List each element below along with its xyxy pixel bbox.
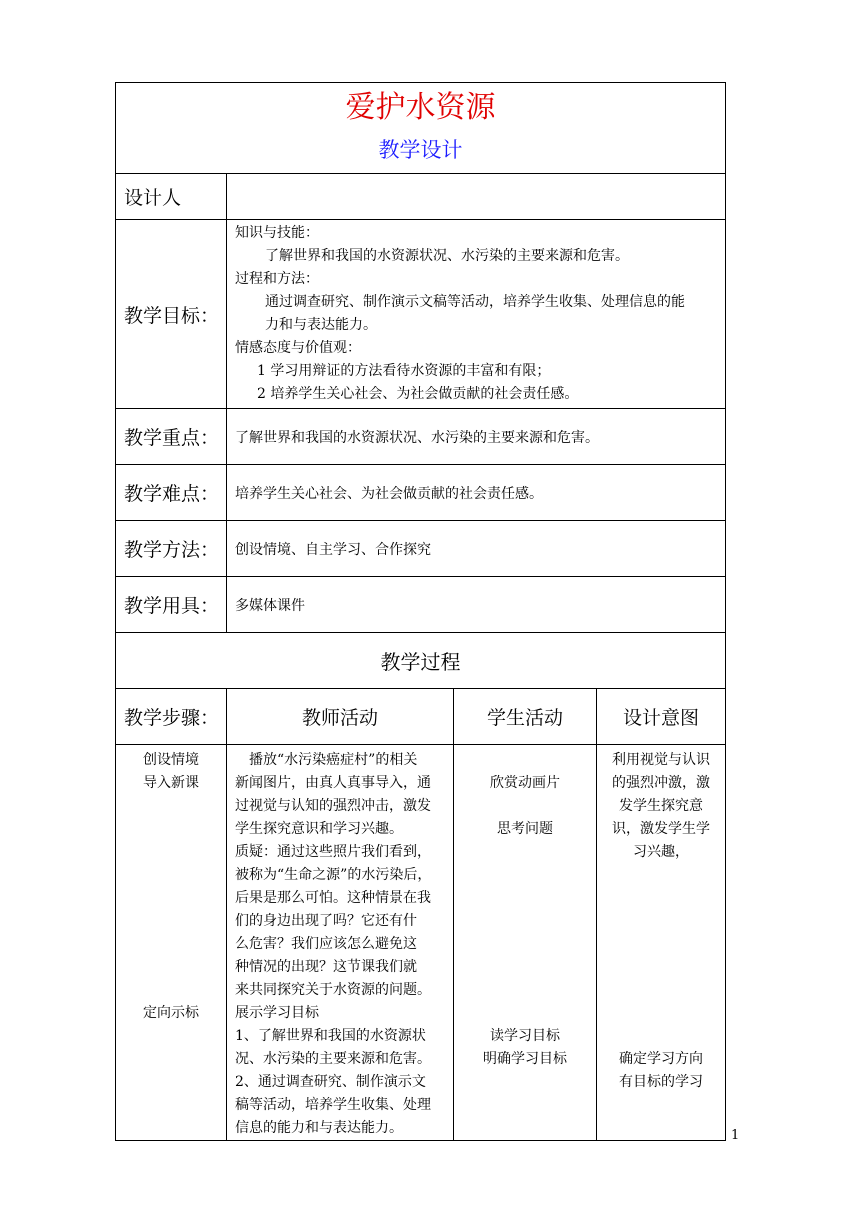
teacher-line: 被称为“生命之源”的水污染后， <box>235 867 432 883</box>
teacher-line: 种情况的出现？这节课我们就 <box>235 959 417 975</box>
tools-value: 多媒体课件 <box>227 577 726 633</box>
key-point-value: 了解世界和我国的水资源状况、水污染的主要来源和危害。 <box>227 409 726 465</box>
teacher-line: 么危害？我们应该怎么避免这 <box>235 936 417 952</box>
document-title: 爱护水资源 <box>345 90 496 126</box>
objectives-content <box>227 220 726 409</box>
process-content-row <box>116 745 726 1141</box>
intent-line: 有目标的学习 <box>619 1074 703 1090</box>
method-row <box>116 521 726 577</box>
student-activity-cell <box>454 745 597 1141</box>
process-heading: 过程和方法： <box>235 271 319 287</box>
key-point-row <box>116 409 726 465</box>
method-label: 教学方法： <box>116 521 227 577</box>
method-value: 创设情境、自主学习、合作探究 <box>227 521 726 577</box>
process-title-row <box>116 633 726 689</box>
difficulty-row <box>116 465 726 521</box>
emotion-item: 2 培养学生关心社会、为社会做贡献的社会责任感。 <box>257 386 579 402</box>
student-activity: 思考问题 <box>497 821 553 837</box>
teacher-line: 新闻图片，由真人真事导入，通 <box>235 775 431 791</box>
steps-cell <box>116 745 227 1141</box>
teacher-line: 稿等活动，培养学生收集、处理 <box>235 1097 431 1113</box>
key-point-label: 教学重点： <box>116 409 227 465</box>
teacher-line: 信息的能力和与表达能力。 <box>235 1120 403 1136</box>
lesson-plan-table <box>115 82 726 1141</box>
intent-line: 发学生探究意 <box>619 798 703 814</box>
process-title: 教学过程 <box>116 633 726 689</box>
emotion-item: 1 学习用辩证的方法看待水资源的丰富和有限； <box>257 363 551 379</box>
teacher-line: 展示学习目标 <box>235 1005 319 1021</box>
intent-header: 设计意图 <box>597 689 726 745</box>
knowledge-text: 了解世界和我国的水资源状况、水污染的主要来源和危害。 <box>265 248 629 264</box>
designer-label: 设计人 <box>116 174 227 220</box>
teacher-header: 教师活动 <box>227 689 454 745</box>
teacher-line: 后果是那么可怕。这种情景在我 <box>235 890 431 906</box>
steps-header: 教学步骤： <box>116 689 227 745</box>
teacher-line: 况、水污染的主要来源和危害。 <box>235 1051 431 1067</box>
difficulty-label: 教学难点： <box>116 465 227 521</box>
student-header: 学生活动 <box>454 689 597 745</box>
emotion-heading: 情感态度与价值观： <box>235 340 361 356</box>
intent-line: 识，激发学生学 <box>612 821 710 837</box>
objectives-row <box>116 220 726 409</box>
teacher-activity-cell <box>227 745 454 1141</box>
process-text-line2: 力和与表达能力。 <box>265 317 377 333</box>
title-row <box>116 83 726 174</box>
teacher-line: 1、了解世界和我国的水资源状 <box>235 1028 426 1044</box>
title-cell <box>116 83 726 174</box>
tools-row <box>116 577 726 633</box>
intent-line: 利用视觉与认识 <box>612 752 710 768</box>
process-text-line1: 通过调查研究、制作演示文稿等活动，培养学生收集、处理信息的能 <box>265 294 685 310</box>
student-activity: 明确学习目标 <box>483 1051 567 1067</box>
knowledge-heading: 知识与技能： <box>235 225 319 241</box>
step-label: 创设情境 <box>143 752 199 768</box>
page-number: 1 <box>731 1128 740 1143</box>
difficulty-value: 培养学生关心社会、为社会做贡献的社会责任感。 <box>227 465 726 521</box>
step-label: 导入新课 <box>143 775 199 791</box>
designer-row <box>116 174 726 220</box>
process-header-row <box>116 689 726 745</box>
student-activity: 欣赏动画片 <box>490 775 560 791</box>
document-subtitle: 教学设计 <box>378 138 463 163</box>
intent-line: 的强烈冲激，激 <box>612 775 710 791</box>
teacher-line: 学生探究意识和学习兴趣。 <box>235 821 403 837</box>
teacher-line: 来共同探究关于水资源的问题。 <box>235 982 431 998</box>
teacher-line: 2、通过调查研究、制作演示文 <box>235 1074 426 1090</box>
step-label: 定向示标 <box>143 1005 199 1021</box>
teacher-line: 播放“水污染癌症村”的相关 <box>235 752 418 768</box>
intent-line: 确定学习方向 <box>619 1051 703 1067</box>
teacher-line: 们的身边出现了吗？它还有什 <box>235 913 417 929</box>
objectives-label: 教学目标： <box>116 220 227 409</box>
tools-label: 教学用具： <box>116 577 227 633</box>
intent-cell <box>597 745 726 1141</box>
intent-line: 习兴趣， <box>633 844 689 860</box>
designer-value <box>227 174 726 220</box>
student-activity: 读学习目标 <box>490 1028 560 1044</box>
teacher-line: 过视觉与认知的强烈冲击，激发 <box>235 798 431 814</box>
teacher-line: 质疑：通过这些照片我们看到， <box>235 844 431 860</box>
